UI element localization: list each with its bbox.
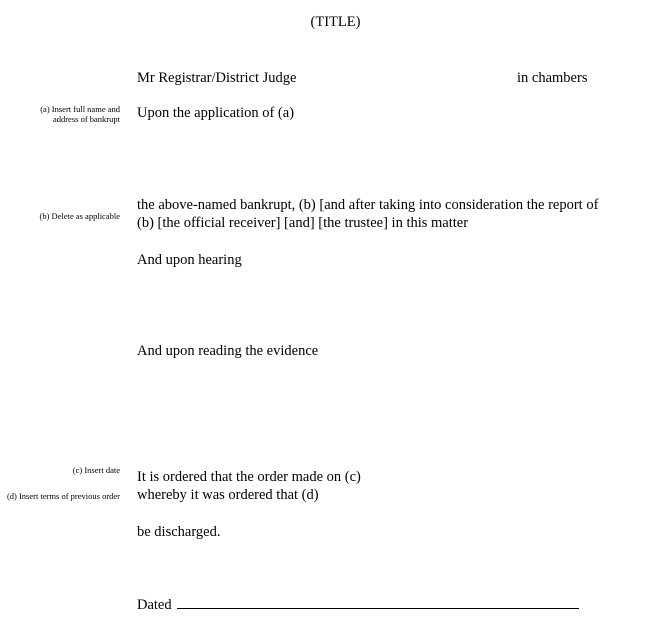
dated-line [137,596,579,614]
discharged-line: be discharged. [137,524,221,540]
dated-label: Dated [137,597,172,613]
margin-note-b: (b) Delete as applicable [39,211,120,221]
registrar-label: Mr Registrar/District Judge [137,70,297,86]
ordered-line-2: whereby it was ordered that (d) [137,487,319,503]
bankrupt-line-1: the above-named bankrupt, (b) [and after taking into consideration the report of [137,197,599,213]
reading-line: And upon reading the evidence [137,343,319,359]
margin-note-a: (a) Insert full name and address of bankrupt [40,104,120,124]
application-line: Upon the application of (a) [137,105,295,121]
hearing-line: And upon hearing [137,252,242,268]
document-title: (TITLE) [310,14,361,30]
ordered-line-1: It is ordered that the order made on (c) [137,469,361,485]
in-chambers-label: in chambers [517,70,588,86]
margin-note-c: (c) Insert date [72,465,120,475]
bankrupt-line-2: (b) [the official receiver] [and] [the trustee] in this matter [137,215,469,231]
margin-note-d: (d) Insert terms of previous order [6,491,120,501]
dated-signature-rule [177,608,579,609]
